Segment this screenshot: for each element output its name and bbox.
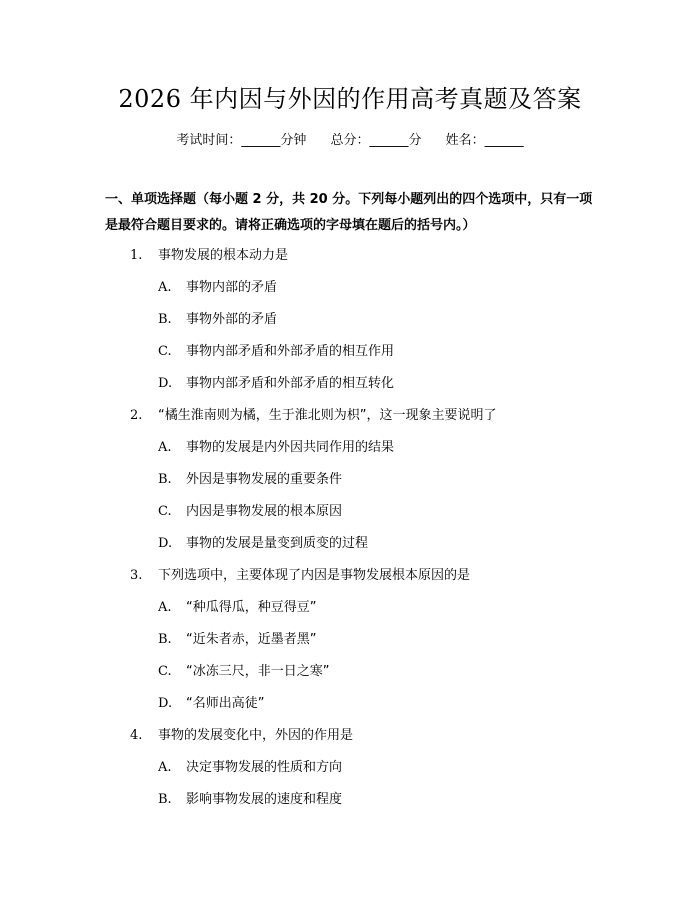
option-letter: D.	[158, 536, 173, 551]
question-number: 1.	[130, 248, 143, 263]
option	[0, 656, 700, 688]
score-label: 总分：	[330, 133, 370, 148]
option-text: “种瓜得瓜，种豆得豆”	[186, 600, 317, 615]
option-text: 内因是事物发展的根本原因	[186, 504, 343, 519]
question-list	[0, 240, 700, 816]
option	[0, 496, 700, 528]
option-letter: A.	[158, 280, 172, 295]
student-name	[446, 131, 524, 151]
option-letter: A.	[158, 440, 172, 455]
question-number: 4.	[130, 728, 143, 743]
option-letter: D.	[158, 376, 173, 391]
option-text: 决定事物发展的性质和方向	[186, 760, 343, 775]
question	[0, 400, 700, 432]
exam-time	[176, 131, 306, 151]
option	[0, 432, 700, 464]
option	[0, 336, 700, 368]
option-letter: D.	[158, 696, 173, 711]
score-blank: ______	[369, 133, 409, 148]
option-text: 事物内部矛盾和外部矛盾的相互作用	[186, 344, 395, 359]
option	[0, 752, 700, 784]
name-blank: ______	[484, 133, 524, 148]
time-unit: 分钟	[280, 133, 307, 148]
question-stem: “橘生淮南则为橘，生于淮北则为枳”，这一现象主要说明了	[158, 408, 497, 423]
option-letter: C.	[158, 664, 172, 679]
question	[0, 560, 700, 592]
exam-meta	[0, 131, 700, 151]
question-number: 2.	[130, 408, 143, 423]
question	[0, 240, 700, 272]
option	[0, 624, 700, 656]
time-blank: ______	[241, 133, 281, 148]
score-unit: 分	[408, 133, 422, 148]
option	[0, 304, 700, 336]
question-stem: 下列选项中，主要体现了内因是事物发展根本原因的是	[158, 568, 471, 583]
option	[0, 688, 700, 720]
option-text: 事物内部的矛盾	[186, 280, 278, 295]
question-stem: 事物发展的根本动力是	[158, 248, 289, 263]
option-text: 事物的发展是量变到质变的过程	[186, 536, 369, 551]
name-label: 姓名：	[445, 133, 485, 148]
time-label: 考试时间：	[176, 133, 242, 148]
option-letter: C.	[158, 504, 172, 519]
question-number: 3.	[130, 568, 143, 583]
option	[0, 784, 700, 816]
total-score	[330, 131, 421, 151]
question-stem: 事物的发展变化中，外因的作用是	[158, 728, 354, 743]
option	[0, 368, 700, 400]
option-letter: A.	[158, 760, 172, 775]
exam-title: 2026 年内因与外因的作用高考真题及答案	[118, 85, 582, 113]
option-text: 事物的发展是内外因共同作用的结果	[186, 440, 395, 455]
option-letter: B.	[158, 632, 172, 647]
option-text: “近朱者赤，近墨者黑”	[186, 632, 317, 647]
option-letter: B.	[158, 472, 172, 487]
option-letter: A.	[158, 600, 172, 615]
option-text: “冰冻三尺，非一日之寒”	[186, 664, 330, 679]
option-text: 事物内部矛盾和外部矛盾的相互转化	[186, 376, 395, 391]
option-text: 外因是事物发展的重要条件	[186, 472, 343, 487]
option-letter: C.	[158, 344, 172, 359]
option-letter: B.	[158, 792, 172, 807]
option-letter: B.	[158, 312, 172, 327]
option	[0, 592, 700, 624]
option	[0, 528, 700, 560]
option-text: 事物外部的矛盾	[186, 312, 278, 327]
option-text: 影响事物发展的速度和程度	[186, 792, 343, 807]
section-heading: 一、单项选择题（每小题 2 分，共 20 分。下列每小题列出的四个选项中，只有一项是最符合题目要求的。请将正确选项的字母填在题后的括号内。）	[105, 192, 593, 233]
option	[0, 464, 700, 496]
option-text: “名师出高徒”	[186, 696, 265, 711]
option	[0, 272, 700, 304]
question	[0, 720, 700, 752]
